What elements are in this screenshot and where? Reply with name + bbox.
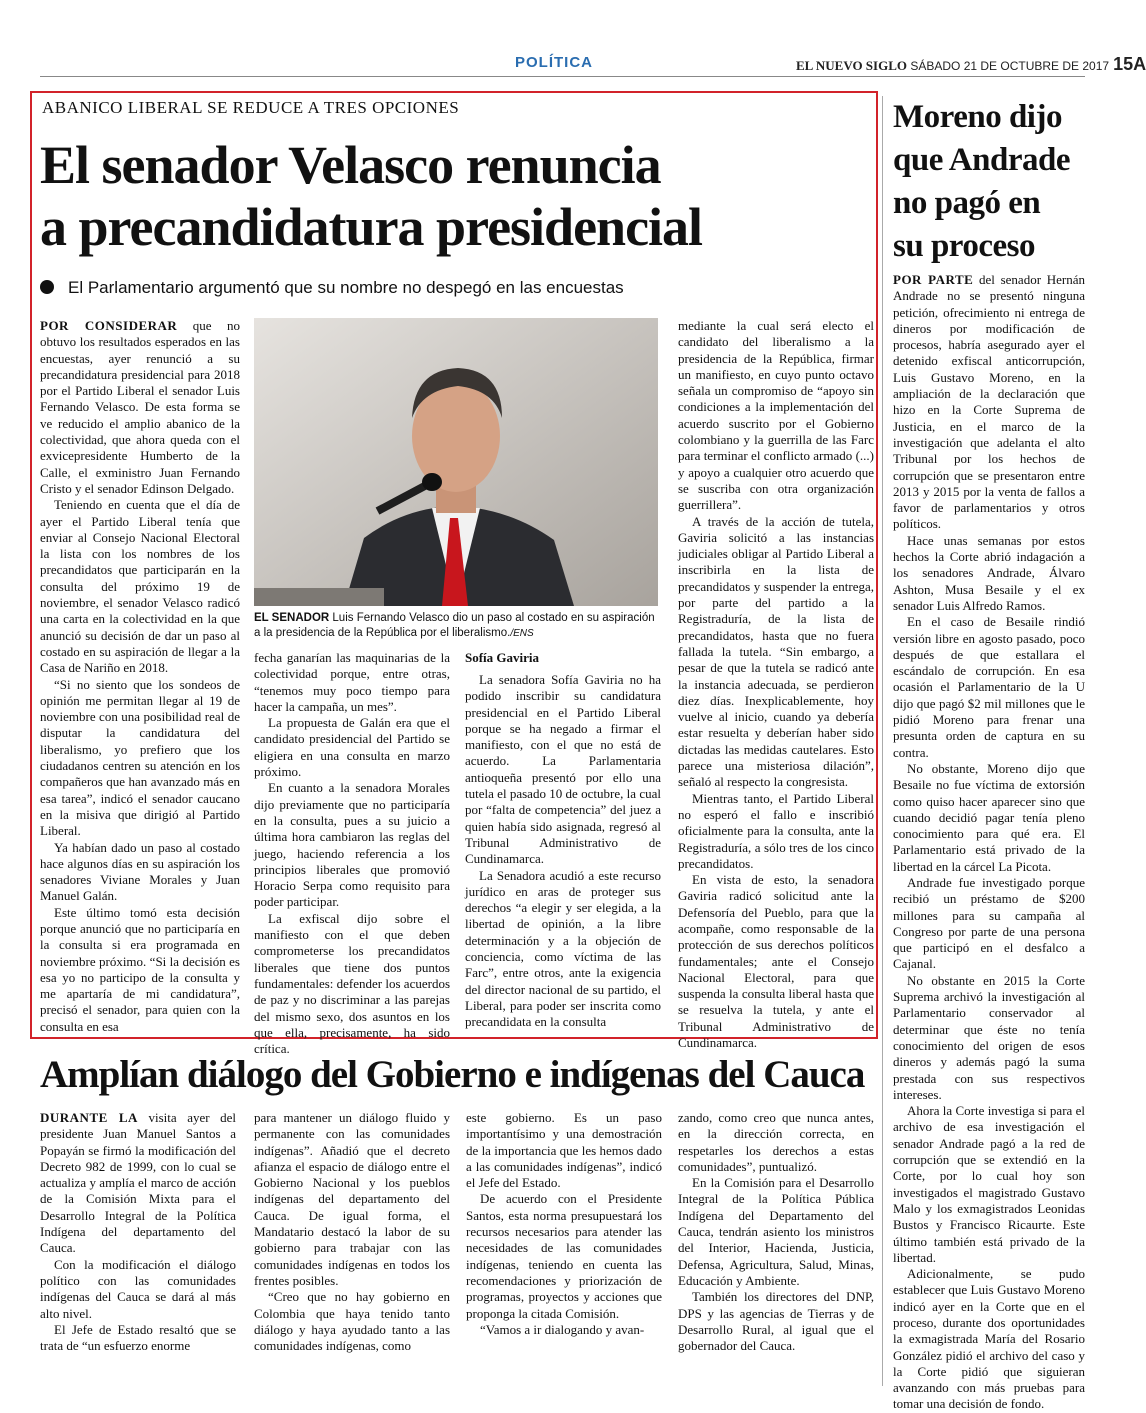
- paragraph: En la Comisión para el Desarrollo Integral de la Política Pública Indígena del Departamento del Cauca, tendrán asiento los ministros del Interior, Hacienda, Justicia, Defensa, Agricultura, Salud, Minas, Educación y Ambiente.: [678, 1175, 874, 1288]
- headline-line-1: El senador Velasco renuncia: [40, 135, 661, 195]
- paragraph: No obstante en 2015 la Corte Suprema archivó la investigación al Parlamentario conservador al determinar que éste no tenía conocimiento del origen de esos dineros y además pagó la suma prestada con sus respectivos intereses.: [893, 972, 1085, 1102]
- paragraph: A través de la acción de tutela, Gaviria solicitó a las instancias judiciales obligar al Partido Liberal a inscribirla en la lista de precandidatos y suspender la entrega, por parte del partido a la Registraduría, de la lista de precandidatos, hasta que no fuera fallada la tutela. “Sin embargo, a pesar de que la tutela se radicó ante la instancia adecuada, se perdieron diez días. Inexplicablemente, hoy vuelve al inicio, cuando ya debería estar resuelta y deberían haber sido dictadas las medidas cautelares. Esto parece una misteriosa dilación”, señaló al respecto la congresista.: [678, 513, 874, 790]
- paragraph: Andrade fue investigado porque recibió un préstamo de $200 millones para su campaña al Congreso por parte de una persona que participó en el desfalco a Cajanal.: [893, 874, 1085, 972]
- paragraph: “Si no siento que los sondeos de opinión me permitan llegar al 19 de noviembre con una posibilidad real de disputar la candidatura del liberalismo, yo prefiero que los ciudadanos centren su atención en los compañeros que han avanzado más en esa tarea”, indicó el senador caucano en la misiva que dirigió al Partido Liberal.: [40, 676, 240, 839]
- section-subtitle: Sofía Gaviria: [465, 650, 540, 665]
- paragraph: La exfiscal dijo sobre el manifiesto con el que deben comprometerse los precandidatos liberales que tiene dos puntos fundamentales: defender los acuerdos de paz y no discriminar a las parejas del mismo sexo, dos asuntos en los que ella, precisamente, ha sido crítica.: [254, 910, 451, 1057]
- portrait-illustration: [254, 318, 658, 606]
- paragraph: Ahora la Corte investiga si para el archivo de esa investigación el senador Andrade pagó a la red de corrupción que se extendió en la Corte, por lo cual hoy son investigados el magistrado Gustavo Malo y los exmagistrados Leonidas Bustos y Francisco Ricaurte. Este último también está privado de la libertad.: [893, 1103, 1085, 1265]
- paragraph: Este último tomó esta decisión porque anunció que no participaría en la consulta si era programada en noviembre próximo. “Si la decisión es esa yo no participo de la consulta y me apartaría de mi candidatura”, precisó el senador, para quien con la consulta en esa: [40, 904, 240, 1034]
- page-number: 15A: [1113, 54, 1146, 74]
- sidebar-headline: Moreno dijo que Andrade no pagó en su proceso: [893, 99, 1070, 264]
- paragraph: este gobierno. Es un paso importantísimo y una demostración de la importancia que les hemos dado a las comunidades indígenas”, indicó el Jefe del Estado.: [466, 1110, 662, 1191]
- header-rule: [40, 76, 1085, 77]
- paragraph: Adicionalmente, se pudo establecer que Luis Gustavo Moreno indicó ayer en la Corte que en el proceso, durante dos oportunidades la exmagistrada María del Rosario González pidió el archivo del caso y la Corte pidió que siguieran avanzando con más pruebas para tomar una decisión de fondo.: [893, 1266, 1085, 1412]
- paper-name: EL NUEVO SIGLO: [796, 58, 907, 73]
- paragraph: En el caso de Besaile rindió versión libre en agosto pasado, poco después de que estallara el escándalo de corrupción. En esa ocasión el Parlamentario de la U dijo que pagó $2 mil millones que le pidió Moreno para frenar una presunta orden de captura en su contra.: [893, 614, 1085, 760]
- paragraph: “Creo que no hay gobierno en Colombia que haya tenido tanto diálogo y haya ayudado tanto a las comunidades indígenas, como: [254, 1289, 450, 1354]
- bullet-icon: [40, 280, 54, 294]
- article1-column-1: [40, 318, 240, 1033]
- paragraph: No obstante, Moreno dijo que Besaile no fue víctima de extorsión como quiso hacer aparecer sino que cuando decidió pagar tenía pleno conocimiento para qué era. El Parlamentario está privado de la libertad en la cárcel La Picota.: [893, 760, 1085, 874]
- paragraph: Con la modificación el diálogo político con las comunidades indígenas del Cauca se dará al más alto nivel.: [40, 1256, 236, 1321]
- paragraph: La propuesta de Galán era que el candidato presidencial del Partido se eligiera en una consulta en marzo próximo.: [254, 715, 450, 780]
- article2-column-2: [254, 1110, 450, 1390]
- paragraph: La Senadora acudió a este recurso jurídico en aras de proteger sus derechos “a elegir y ser elegida, a la libertad de opinión, a la libre determinación y a la objeción de conciencia, como víctima de las Farc”, entre otros, ante la exigencia del director nacional de su partido, el Liberal, para poder ser inscrita como precandidata en la consulta: [465, 867, 661, 1030]
- article2-headline: Amplían diálogo del Gobierno e indígenas del Cauca: [40, 1053, 865, 1096]
- paragraph: Teniendo en cuenta que el día de ayer el Partido Liberal tenía que enviar al Consejo Nacional Electoral la lista con los nombres de los precandidatos que participarán en la consulta del próximo 19 de noviembre, el senador Velasco radicó una carta en la colectividad en la que anunció su decisión de dar un paso al costado en su aspiración de llegar a la Casa de Nariño en 2018.: [40, 497, 240, 676]
- paragraph: Mientras tanto, el Partido Liberal no esperó el fallo e inscribió oficialmente para la consulta, ante la Registraduría, a sólo tres de los cinco precandidatos.: [678, 790, 874, 871]
- paragraph: En cuanto a la senadora Morales dijo previamente que no participaría en la consulta, pues a su juicio a última hora cambiaron las reglas del juego, haciendo referencia a los principios liberales que promovió Horacio Serpa como requisito para poder participar.: [254, 780, 450, 910]
- article1-column-4: [678, 318, 874, 1051]
- paragraph: El Jefe de Estado resaltó que se trata de “un esfuerzo enorme: [40, 1321, 236, 1354]
- paragraph: DURANTE LA visita ayer del presidente Juan Manuel Santos a Popayán se firmó la modificación del Decreto 982 de 1999, con lo cual se actualiza y amplía el marco de acción de la Comisión Mixta para el Desarrollo Integral de la Política Indígena del departamento del Cauca.: [40, 1110, 236, 1256]
- paragraph: para mantener un diálogo fluido y permanente con las comunidades indígenas”. Añadió que el decreto afianza el espacio de diálogo entre el Gobierno Nacional y los pueblos indígenas del departamento del Cauca. De igual forma, el Mandatario destacó la labor de su gobierno para trabajar con las comunidades indígenas en todos los frentes posibles.: [254, 1110, 450, 1288]
- paragraph: zando, como creo que nunca antes, en la dirección correcta, en respetarles los derechos a estas comunidades”, puntualizó.: [678, 1110, 874, 1174]
- masthead-info: [796, 54, 1146, 75]
- headline-line-2: a precandidatura presidencial: [40, 197, 703, 257]
- article-headline: [40, 134, 870, 258]
- paragraph: Ya habían dado un paso al costado hace algunos días en su aspiración los senadores Viviane Morales y Juan Manuel Galán.: [40, 839, 240, 904]
- paragraph: De acuerdo con el Presidente Santos, esta norma presupuestará los recursos necesarios para atender las necesidades de las comunidades indígenas, teniendo en cuenta las recomendaciones y priorización de programas, proyectos y acciones que proponga la citada Comisión.: [466, 1191, 662, 1321]
- column-divider: [882, 96, 883, 1386]
- section-label: POLÍTICA: [515, 54, 593, 71]
- article-subhead: El Parlamentario argumentó que su nombre no despegó en las encuestas: [68, 278, 624, 297]
- paragraph: mediante la cual será electo el candidato del liberalismo a la presidencia de la República, firmar un manifiesto, en cuyo punto octavo señala un compromiso de “apoyo sin condiciones a la implementación del acuerdo suscrito por el Gobierno colombiano y la guerrilla de las Farc para terminar el conflicto armado (...) y apoyo a cualquier otro acuerdo que se suscriba con otra organización guerrillera”.: [678, 318, 874, 513]
- article1-column-2: [254, 650, 451, 1057]
- photo-caption: EL SENADOR Luis Fernando Velasco dio un paso al costado en su aspiración a la presidencia de la República por el liberalismo./ENS: [254, 612, 655, 639]
- paragraph: También los directores del DNP, DPS y las agencias de Tierras y de Desarrollo Rural, al igual que el gobernador del Cauca.: [678, 1289, 874, 1354]
- article-kicker: ABANICO LIBERAL SE REDUCE A TRES OPCIONES: [42, 98, 460, 117]
- paragraph: En vista de esto, la senadora Gaviria radicó solicitud ante la Defensoría del Pueblo, para que la acompañe, como responsable de la protección de sus derechos políticos fundamentales; ante el Consejo Nacional Electoral, para que suspenda la consulta liberal hasta que se resuelva la tutela, y ante el Tribunal Administrativo de Cundinamarca.: [678, 872, 874, 1051]
- senator-photo: [254, 318, 658, 606]
- article2-column-1: [40, 1110, 236, 1390]
- paragraph: POR PARTE del senador Hernán Andrade no se presentó ninguna petición, ofrecimiento ni entrega de dineros por modificación de procesos, habría asegurado ayer el detenido exfiscal anticorrupción, Luis Gustavo Moreno, en la ampliación de la declaración que hizo en la Corte Suprema de Justicia, en el marco de la investigación que adelanta el alto Tribunal por los hechos de corrupción que se presentaron entre 2013 y 2015 por la venta de fallos a favor de parlamentarios y otros políticos.: [893, 272, 1085, 532]
- sidebar-column: [893, 272, 1085, 1412]
- issue-date: SÁBADO 21 DE OCTUBRE DE 2017: [910, 59, 1110, 73]
- paragraph: POR CONSIDERAR que no obtuvo los resultados esperados en las encuestas, ayer renunció a su precandidatura presidencial para 2018 por el Partido Liberal el senador Luis Fernando Velasco. De esta forma se ve reducido el amplio abanico de la colectividad, que ahora queda con el exvicepresidente Humberto de la Calle, el exministro Juan Fernando Cristo y el senador Edinson Delgado.: [40, 318, 240, 496]
- paragraph: La senadora Sofía Gaviria no ha podido inscribir su candidatura presidencial en el Partido Liberal porque se ha negado a firmar el manifiesto, con el que no está de acuerdo. La Parlamentaria antioqueña presentó por ello una tutela el pasado 10 de octubre, la cual por “falta de competencia” del juez a quien había sido asignada, regresó al Tribunal Administrativo de Cundinamarca.: [465, 672, 661, 867]
- paragraph: Hace unas semanas por estos hechos la Corte abrió indagación a los senadores Andrade, Álvaro Ashton, Musa Besaile y el ex senador Luis Alfredo Ramos.: [893, 532, 1085, 613]
- article1-column-3: [465, 646, 661, 1031]
- article2-column-3: [466, 1110, 662, 1390]
- paragraph: fecha ganarían las maquinarias de la colectividad porque, entre otras, “tenemos muy poco tiempo para hacer la campaña, un mes”.: [254, 650, 450, 714]
- article2-column-4: [678, 1110, 874, 1390]
- paragraph: “Vamos a ir dialogando y avan-: [480, 1321, 645, 1337]
